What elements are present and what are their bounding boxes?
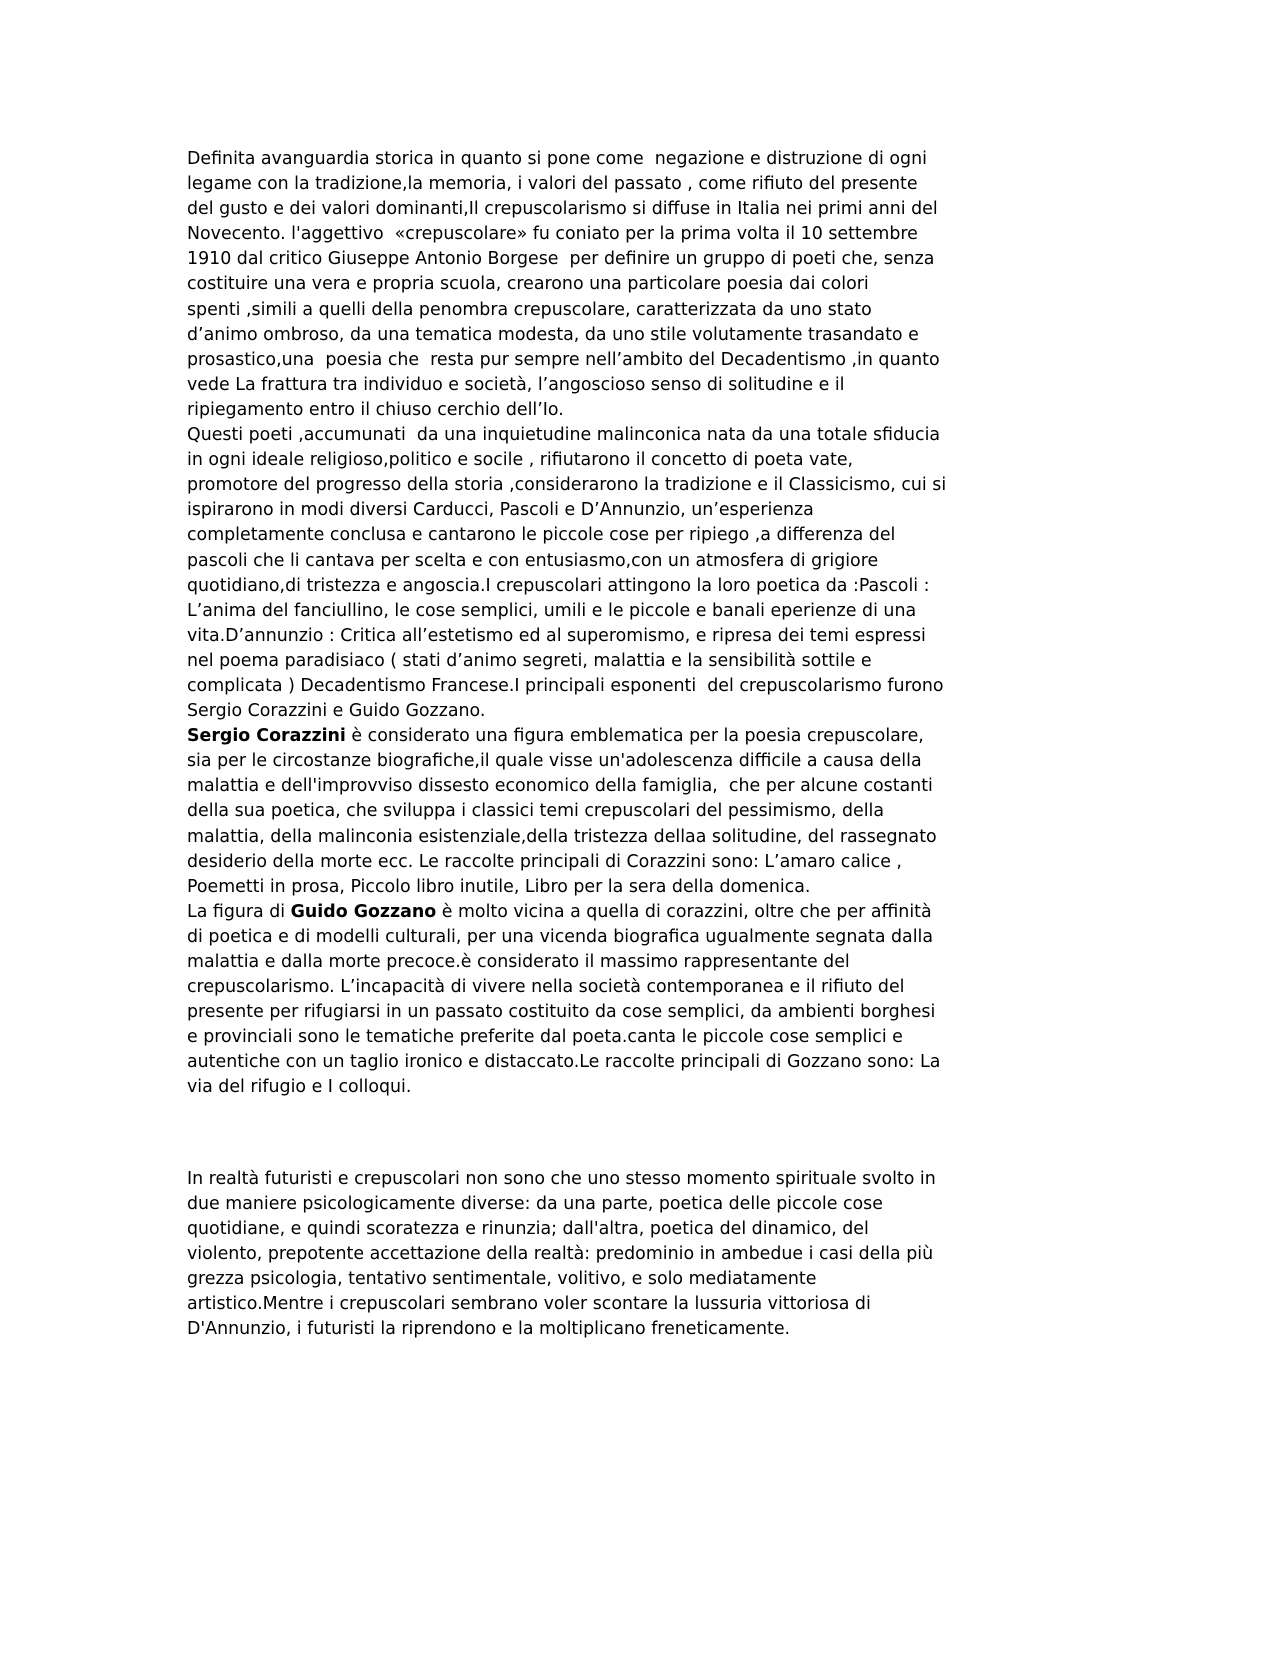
text-line: due maniere psicologicamente diverse: da una parte, poetica delle piccole cose	[187, 1193, 883, 1214]
text-line: via del rifugio e I colloqui.	[187, 1077, 412, 1098]
text-line: crepuscolarismo. L’incapacità di vivere nella società contemporanea e il rifiuto del	[187, 977, 905, 998]
text-line: d’animo ombroso, da una tematica modesta, da uno stile volutamente trasandato e	[187, 324, 919, 345]
text-line: grezza psicologia, tentativo sentimentale, volitivo, e solo mediatamente	[187, 1268, 817, 1289]
text-line	[187, 724, 1027, 749]
text-line: completamente conclusa e cantarono le piccole cose per ripiego ,a differenza del	[187, 525, 896, 546]
text-line: 1910 dal critico Giuseppe Antonio Borgese per definire un gruppo di poeti che, senza	[187, 249, 935, 270]
text-line: pascoli che li cantava per scelta e con entusiasmo,con un atmosfera di grigiore	[187, 550, 879, 571]
text-line: ispirarono in modi diversi Carducci, Pascoli e D’Annunzio, un’esperienza	[187, 500, 814, 521]
text-line: vita.D’annunzio : Critica all’estetismo ed al superomismo, e ripresa dei temi espressi	[187, 625, 926, 646]
text-line: in ogni ideale religioso,politico e socile , rifiutarono il concetto di poeta vate,	[187, 450, 854, 471]
text-line: ripiegamento entro il chiuso cerchio dell’Io.	[187, 399, 564, 420]
paragraph-sergio-corazzini	[187, 724, 1027, 900]
text-line: malattia, della malinconia esistenziale,della tristezza dellaa solitudine, del rassegnato	[187, 826, 937, 847]
text-segment: è considerato una figura emblematica per la poesia crepuscolare,	[345, 726, 924, 747]
paragraph-spacer	[187, 1101, 1027, 1167]
text-segment: è molto vicina a quella di corazzini, oltre che per affinità	[436, 901, 932, 922]
text-line: legame con la tradizione,la memoria, i valori del passato , come rifiuto del presente	[187, 174, 918, 195]
bold-name-corazzini: Sergio Corazzini	[187, 726, 346, 747]
text-line: vede La frattura tra individuo e società, l’angoscioso senso di solitudine e il	[187, 374, 845, 395]
paragraph-avanguardia	[187, 147, 1027, 423]
text-line: In realtà futuristi e crepuscolari non sono che uno stesso momento spirituale svolto in	[187, 1168, 936, 1189]
text-line: Novecento. l'aggettivo «crepuscolare» fu coniato per la prima volta il 10 settembre	[187, 224, 918, 245]
text-line: promotore del progresso della storia ,considerarono la tradizione e il Classicismo, cui si	[187, 475, 947, 496]
document-page	[187, 147, 1027, 1342]
text-line: costituire una vera e propria scuola, crearono una particolare poesia dai colori	[187, 274, 869, 295]
text-line: malattia e dalla morte precoce.è considerato il massimo rappresentante del	[187, 952, 850, 972]
text-line	[187, 900, 1027, 925]
text-line: L’anima del fanciullino, le cose semplici, umili e le piccole e banali eperienze di una	[187, 600, 917, 621]
text-line: prosastico,una poesia che resta pur sempre nell’ambito del Decadentismo ,in quanto	[187, 349, 940, 370]
text-line: quotidiane, e quindi scoratezza e rinunzia; dall'altra, poetica del dinamico, del	[187, 1218, 869, 1239]
text-line: Questi poeti ,accumunati da una inquietudine malinconica nata da una totale sfiducia	[187, 425, 941, 446]
text-line: quotidiano,di tristezza e angoscia.I crepuscolari attingono la loro poetica da :Pascoli :	[187, 575, 930, 596]
text-line: nel poema paradisiaco ( stati d’animo segreti, malattia e la sensibilità sottile e	[187, 650, 872, 671]
text-line: complicata ) Decadentismo Francese.I principali esponenti del crepuscolarismo furono	[187, 675, 944, 696]
bold-name-gozzano: Guido Gozzano	[290, 901, 437, 922]
text-line: Definita avanguardia storica in quanto si pone come negazione e distruzione di ogni	[187, 149, 927, 169]
paragraph-futuristi-crepuscolari	[187, 1167, 1027, 1343]
text-line: spenti ,simili a quelli della penombra crepuscolare, caratterizzata da uno stato	[187, 299, 872, 320]
text-line: Sergio Corazzini e Guido Gozzano.	[187, 701, 486, 722]
text-line: del gusto e dei valori dominanti,Il crepuscolarismo si diffuse in Italia nei primi anni del	[187, 199, 938, 220]
text-line: artistico.Mentre i crepuscolari sembrano voler scontare la lussuria vittoriosa di	[187, 1294, 871, 1315]
text-line: e provinciali sono le tematiche preferite dal poeta.canta le piccole cose semplici e	[187, 1027, 903, 1048]
text-line: violento, prepotente accettazione della realtà: predominio in ambedue i casi della più	[187, 1243, 934, 1264]
text-segment: La figura di	[187, 901, 291, 922]
text-line: di poetica e di modelli culturali, per una vicenda biografica ugualmente segnata dalla	[187, 926, 934, 947]
paragraph-guido-gozzano	[187, 900, 1027, 1101]
text-line: della sua poetica, che sviluppa i classici temi crepuscolari del pessimismo, della	[187, 801, 885, 822]
text-line: D'Annunzio, i futuristi la riprendono e la moltiplicano freneticamente.	[187, 1319, 791, 1340]
text-line: malattia e dell'improvviso dissesto economico della famiglia, che per alcune costanti	[187, 776, 933, 797]
paragraph-questi-poeti	[187, 423, 1027, 724]
text-line: Poemetti in prosa, Piccolo libro inutile, Libro per la sera della domenica.	[187, 876, 811, 897]
text-line: autentiche con un taglio ironico e distaccato.Le raccolte principali di Gozzano sono: La	[187, 1052, 941, 1073]
text-line: desiderio della morte ecc. Le raccolte principali di Corazzini sono: L’amaro calice ,	[187, 851, 902, 872]
text-line: presente per rifugiarsi in un passato costituito da cose semplici, da ambienti borghesi	[187, 1002, 936, 1023]
text-line: sia per le circostanze biografiche,il quale visse un'adolescenza difficile a causa della	[187, 751, 922, 772]
